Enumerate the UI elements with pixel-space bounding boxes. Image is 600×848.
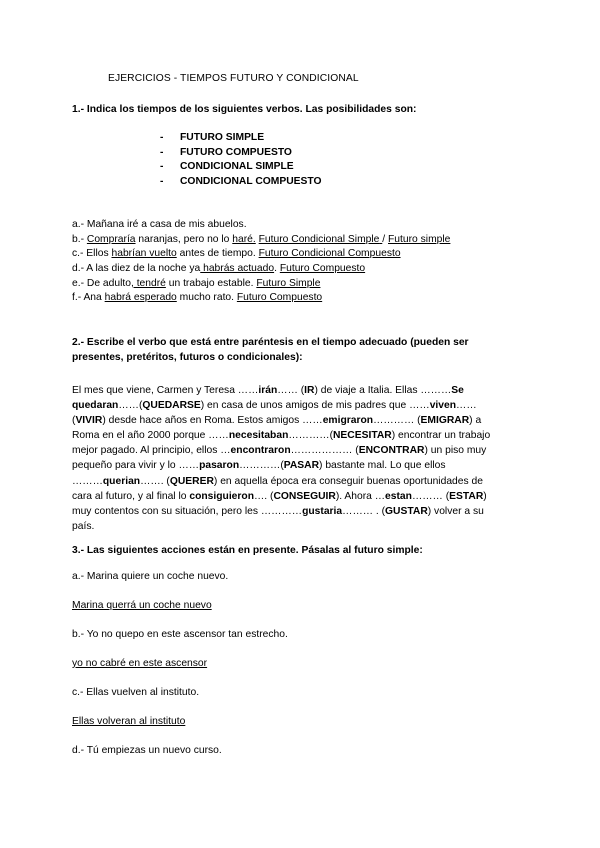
question-2-paragraph [72, 383, 532, 534]
question-1-exercises [72, 218, 450, 306]
exercise-c: c.- Ellos habrían vuelto antes de tiempo. Futuro Condicional Compuesto [72, 248, 401, 260]
question-3-heading: 3.- Las siguientes acciones están en presente. Pásalas al futuro simple: [72, 545, 423, 556]
list-item: - FUTURO SIMPLE [160, 132, 265, 143]
paragraph-line: pequeño para vivir y lo ……pasaron…………(PASAR) bastante mal. Lo que ellos [72, 460, 446, 472]
exercise-f: f.- Ana habrá esperado mucho rato. Futuro Compuesto [72, 292, 323, 304]
page-title: EJERCICIOS - TIEMPOS FUTURO Y CONDICIONAL [108, 73, 359, 84]
paragraph-line: mejor pagado. Al principio, ellos …encontraron……………… (ENCONTRAR) un piso muy [72, 445, 487, 457]
exercise-c-answer: Ellas volveran al instituto [72, 716, 186, 727]
paragraph-line: cara al futuro, y al final lo consiguieron…. (CONSEGUIR). Ahora …estan……… (ESTAR) [72, 490, 487, 502]
exercise-b-question: b.- Yo no quepo en este ascensor tan estrecho. [72, 629, 288, 640]
paragraph-line: muy contentos con su situación, pero les …………gustaria……… . (GUSTAR) volver a su [72, 505, 484, 517]
exercise-a-answer: Marina querrá un coche nuevo [72, 600, 212, 611]
paragraph-line: (VIVIR) desde hace años en Roma. Estos amigos ……emigraron………… (EMIGRAR) a [72, 415, 482, 427]
exercise-b-answer: yo no cabré en este ascensor [72, 658, 208, 669]
question-2-heading: 2.- Escribe el verbo que está entre paréntesis en el tiempo adecuado (pueden ser presentes, pretéritos, futuros o condicionales): [72, 337, 469, 363]
paragraph-line: El mes que viene, Carmen y Teresa ……irán…… (IR) de viaje a Italia. Ellas ………Se [72, 385, 464, 396]
question-1-heading: 1.- Indica los tiempos de los siguientes verbos. Las posibilidades son: [72, 104, 417, 115]
exercise-c-question: c.- Ellas vuelven al instituto. [72, 687, 200, 698]
list-item: - FUTURO COMPUESTO [160, 146, 292, 158]
tense-options-list [160, 131, 322, 189]
exercise-d: d.- A las diez de la noche ya habrás actuado. Futuro Compuesto [72, 263, 366, 275]
exercise-a-question: a.- Marina quiere un coche nuevo. [72, 571, 229, 582]
paragraph-line: Roma en el año 2000 porque ……necesitaban…………(NECESITAR) encontrar un trabajo [72, 430, 491, 442]
list-item: - CONDICIONAL COMPUESTO [160, 175, 322, 187]
exercise-a: a.- Mañana iré a casa de mis abuelos. [72, 219, 247, 230]
paragraph-line: ………querian……. (QUERER) en aquella época era conseguir buenas oportunidades de [72, 475, 483, 487]
exercise-e: e.- De adulto, tendré un trabajo estable. Futuro Simple [72, 277, 321, 289]
paragraph-line: país. [72, 520, 95, 532]
list-item: - CONDICIONAL SIMPLE [160, 161, 294, 173]
exercise-b: b.- Compraría naranjas, pero no lo haré. Futuro Condicional Simple / Futuro simple [72, 233, 451, 245]
exercise-d-question: d.- Tú empiezas un nuevo curso. [72, 745, 222, 756]
paragraph-line: quedaran……(QUEDARSE) en casa de unos amigos de mis padres que ……viven…… [72, 400, 477, 412]
